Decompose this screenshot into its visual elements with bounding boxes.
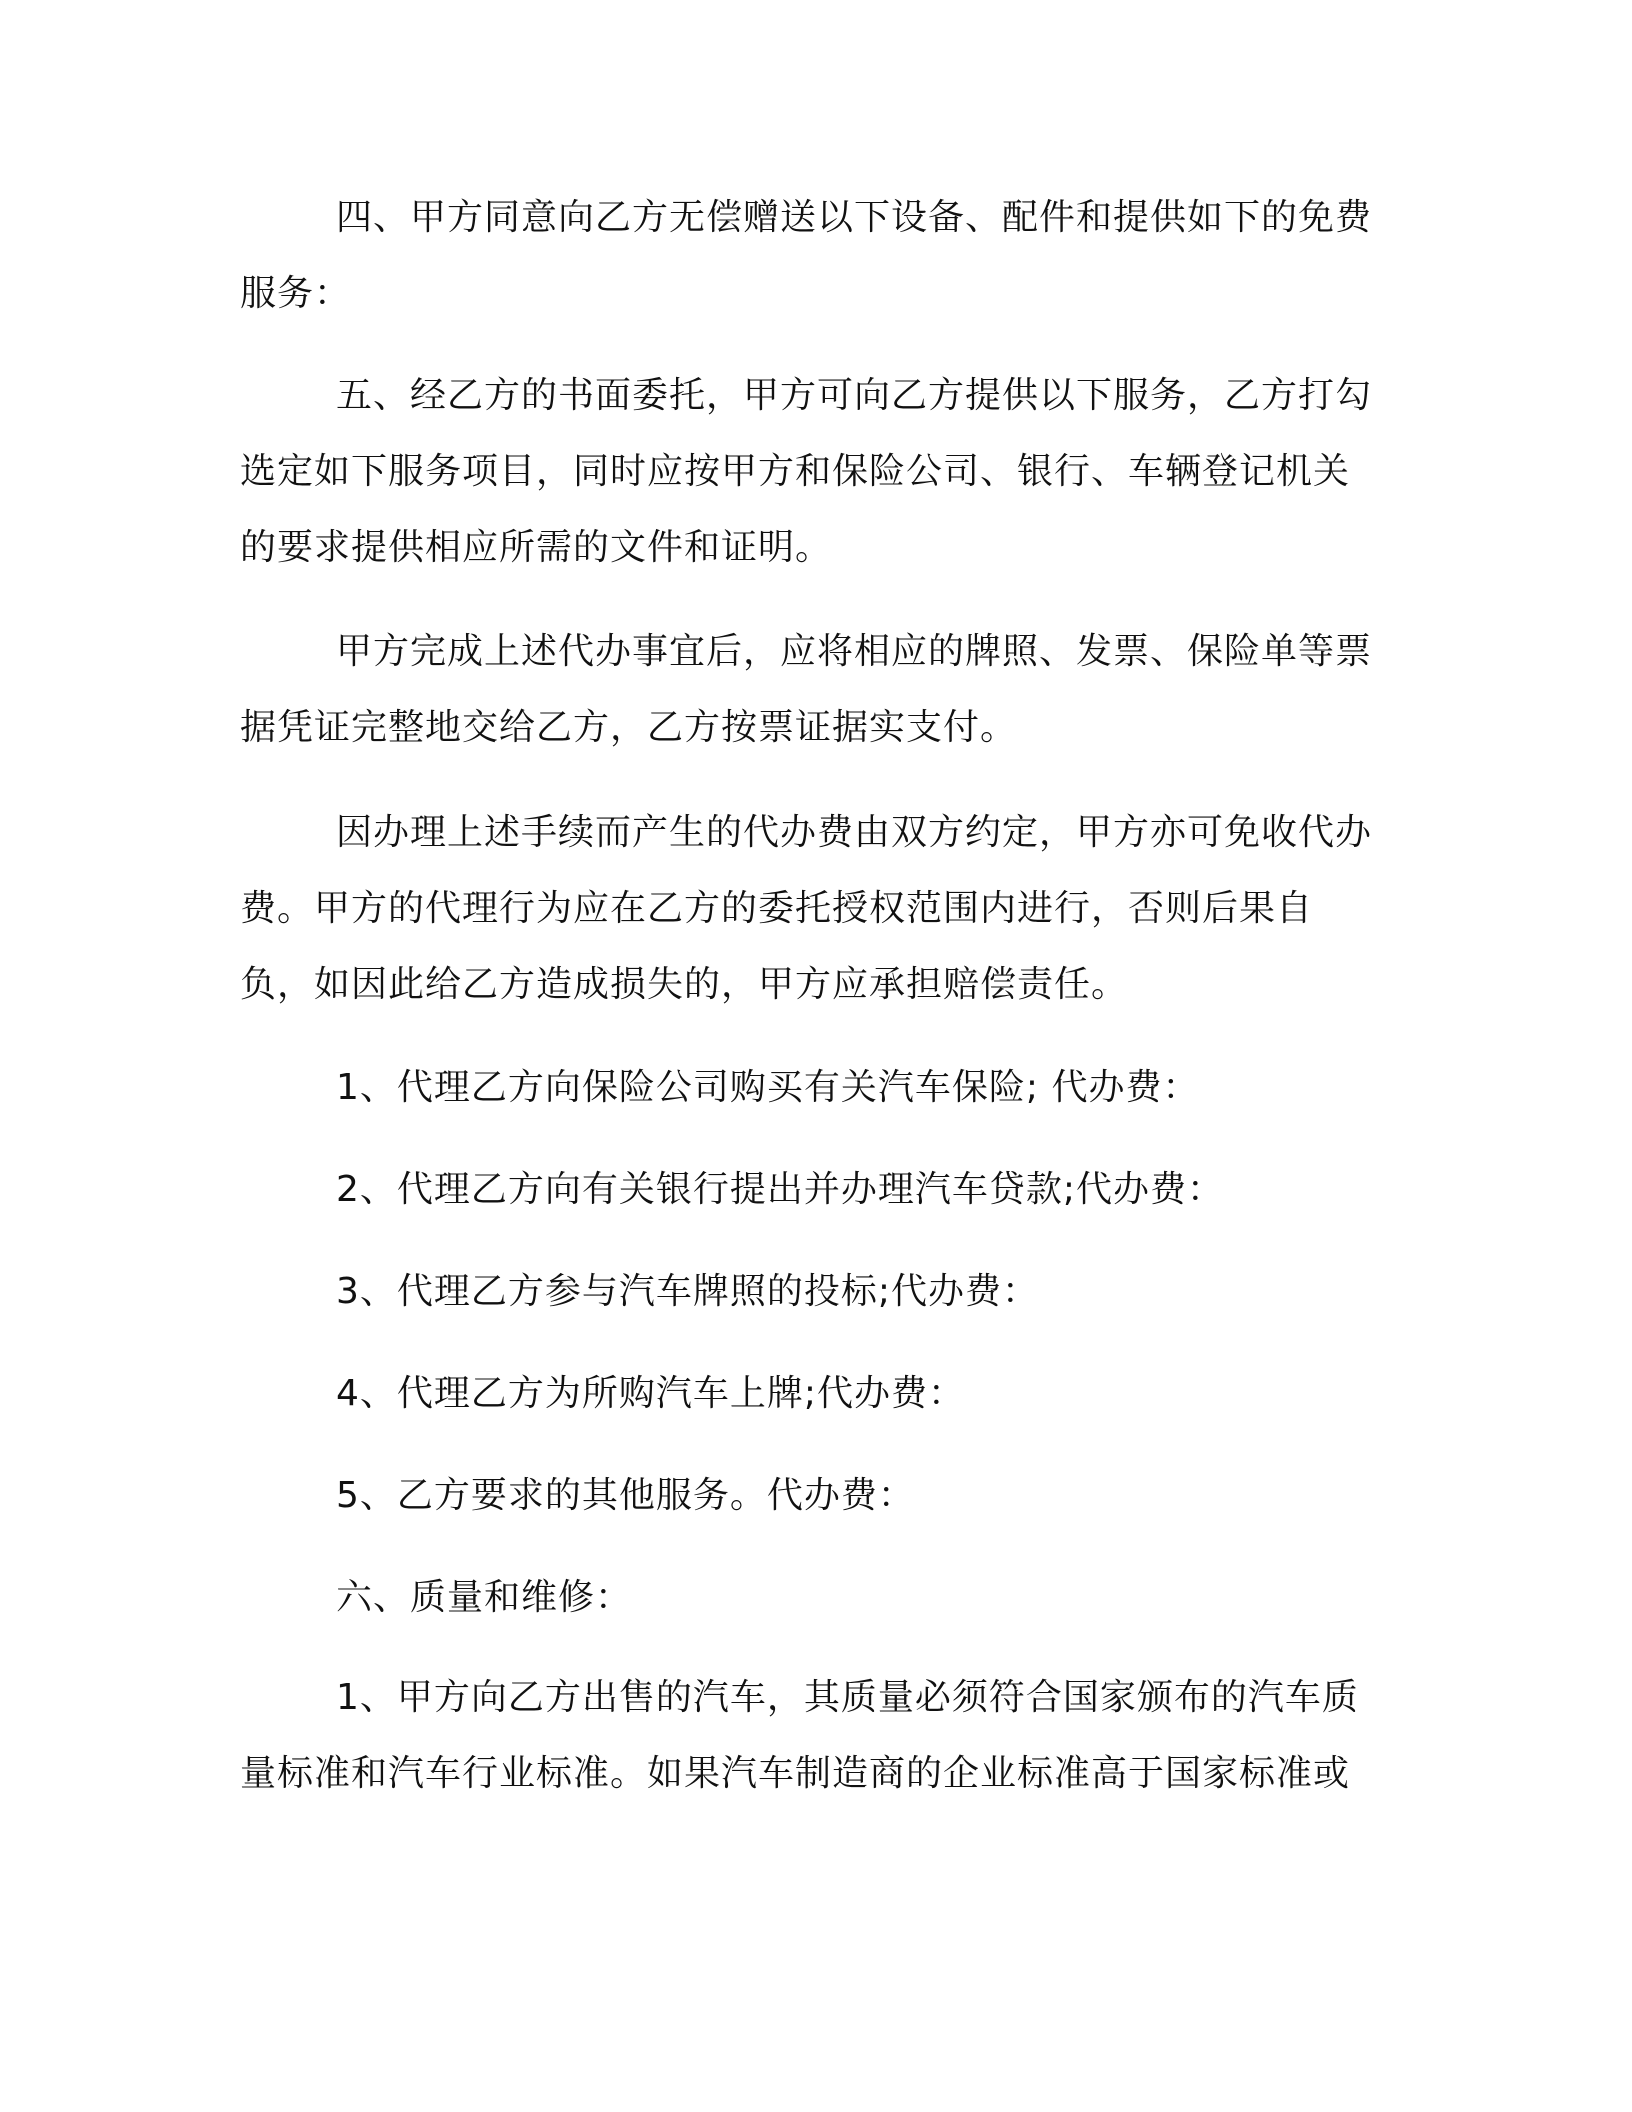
paragraph-four: 四、甲方同意向乙方无偿赠送以下设备、配件和提供如下的免费服务：	[240, 197, 1373, 314]
paragraph-fee: 因办理上述手续而产生的代办费由双方约定，甲方亦可免收代办费。甲方的代理行为应在乙方的委托授权范围内进行，否则后果自负，如因此给乙方造成损失的，甲方应承担赔偿责任。	[240, 812, 1373, 1005]
paragraph-quality: 1、甲方向乙方出售的汽车，其质量必须符合国家颁布的汽车质量标准和汽车行业标准。如果汽车制造商的企业标准高于国家标准或	[240, 1677, 1359, 1794]
paragraph-five: 五、经乙方的书面委托，甲方可向乙方提供以下服务，乙方打勾选定如下服务项目，同时应按甲方和保险公司、银行、车辆登记机关的要求提供相应所需的文件和证明。	[240, 375, 1373, 568]
section-heading-six: 六、质量和维修：	[336, 1577, 633, 1618]
list-item: 5、乙方要求的其他服务。代办费：	[336, 1475, 915, 1516]
list-item: 1、代理乙方向保险公司购买有关汽车保险; 代办费：	[336, 1067, 1200, 1108]
list-item: 3、代理乙方参与汽车牌照的投标;代办费：	[336, 1271, 1040, 1312]
paragraph-delivery: 甲方完成上述代办事宜后，应将相应的牌照、发票、保险单等票据凭证完整地交给乙方，乙方按票证据实支付。	[240, 631, 1373, 748]
list-item: 4、代理乙方为所购汽车上牌;代办费：	[336, 1373, 966, 1414]
list-item: 2、代理乙方向有关银行提出并办理汽车贷款;代办费：	[336, 1169, 1225, 1210]
